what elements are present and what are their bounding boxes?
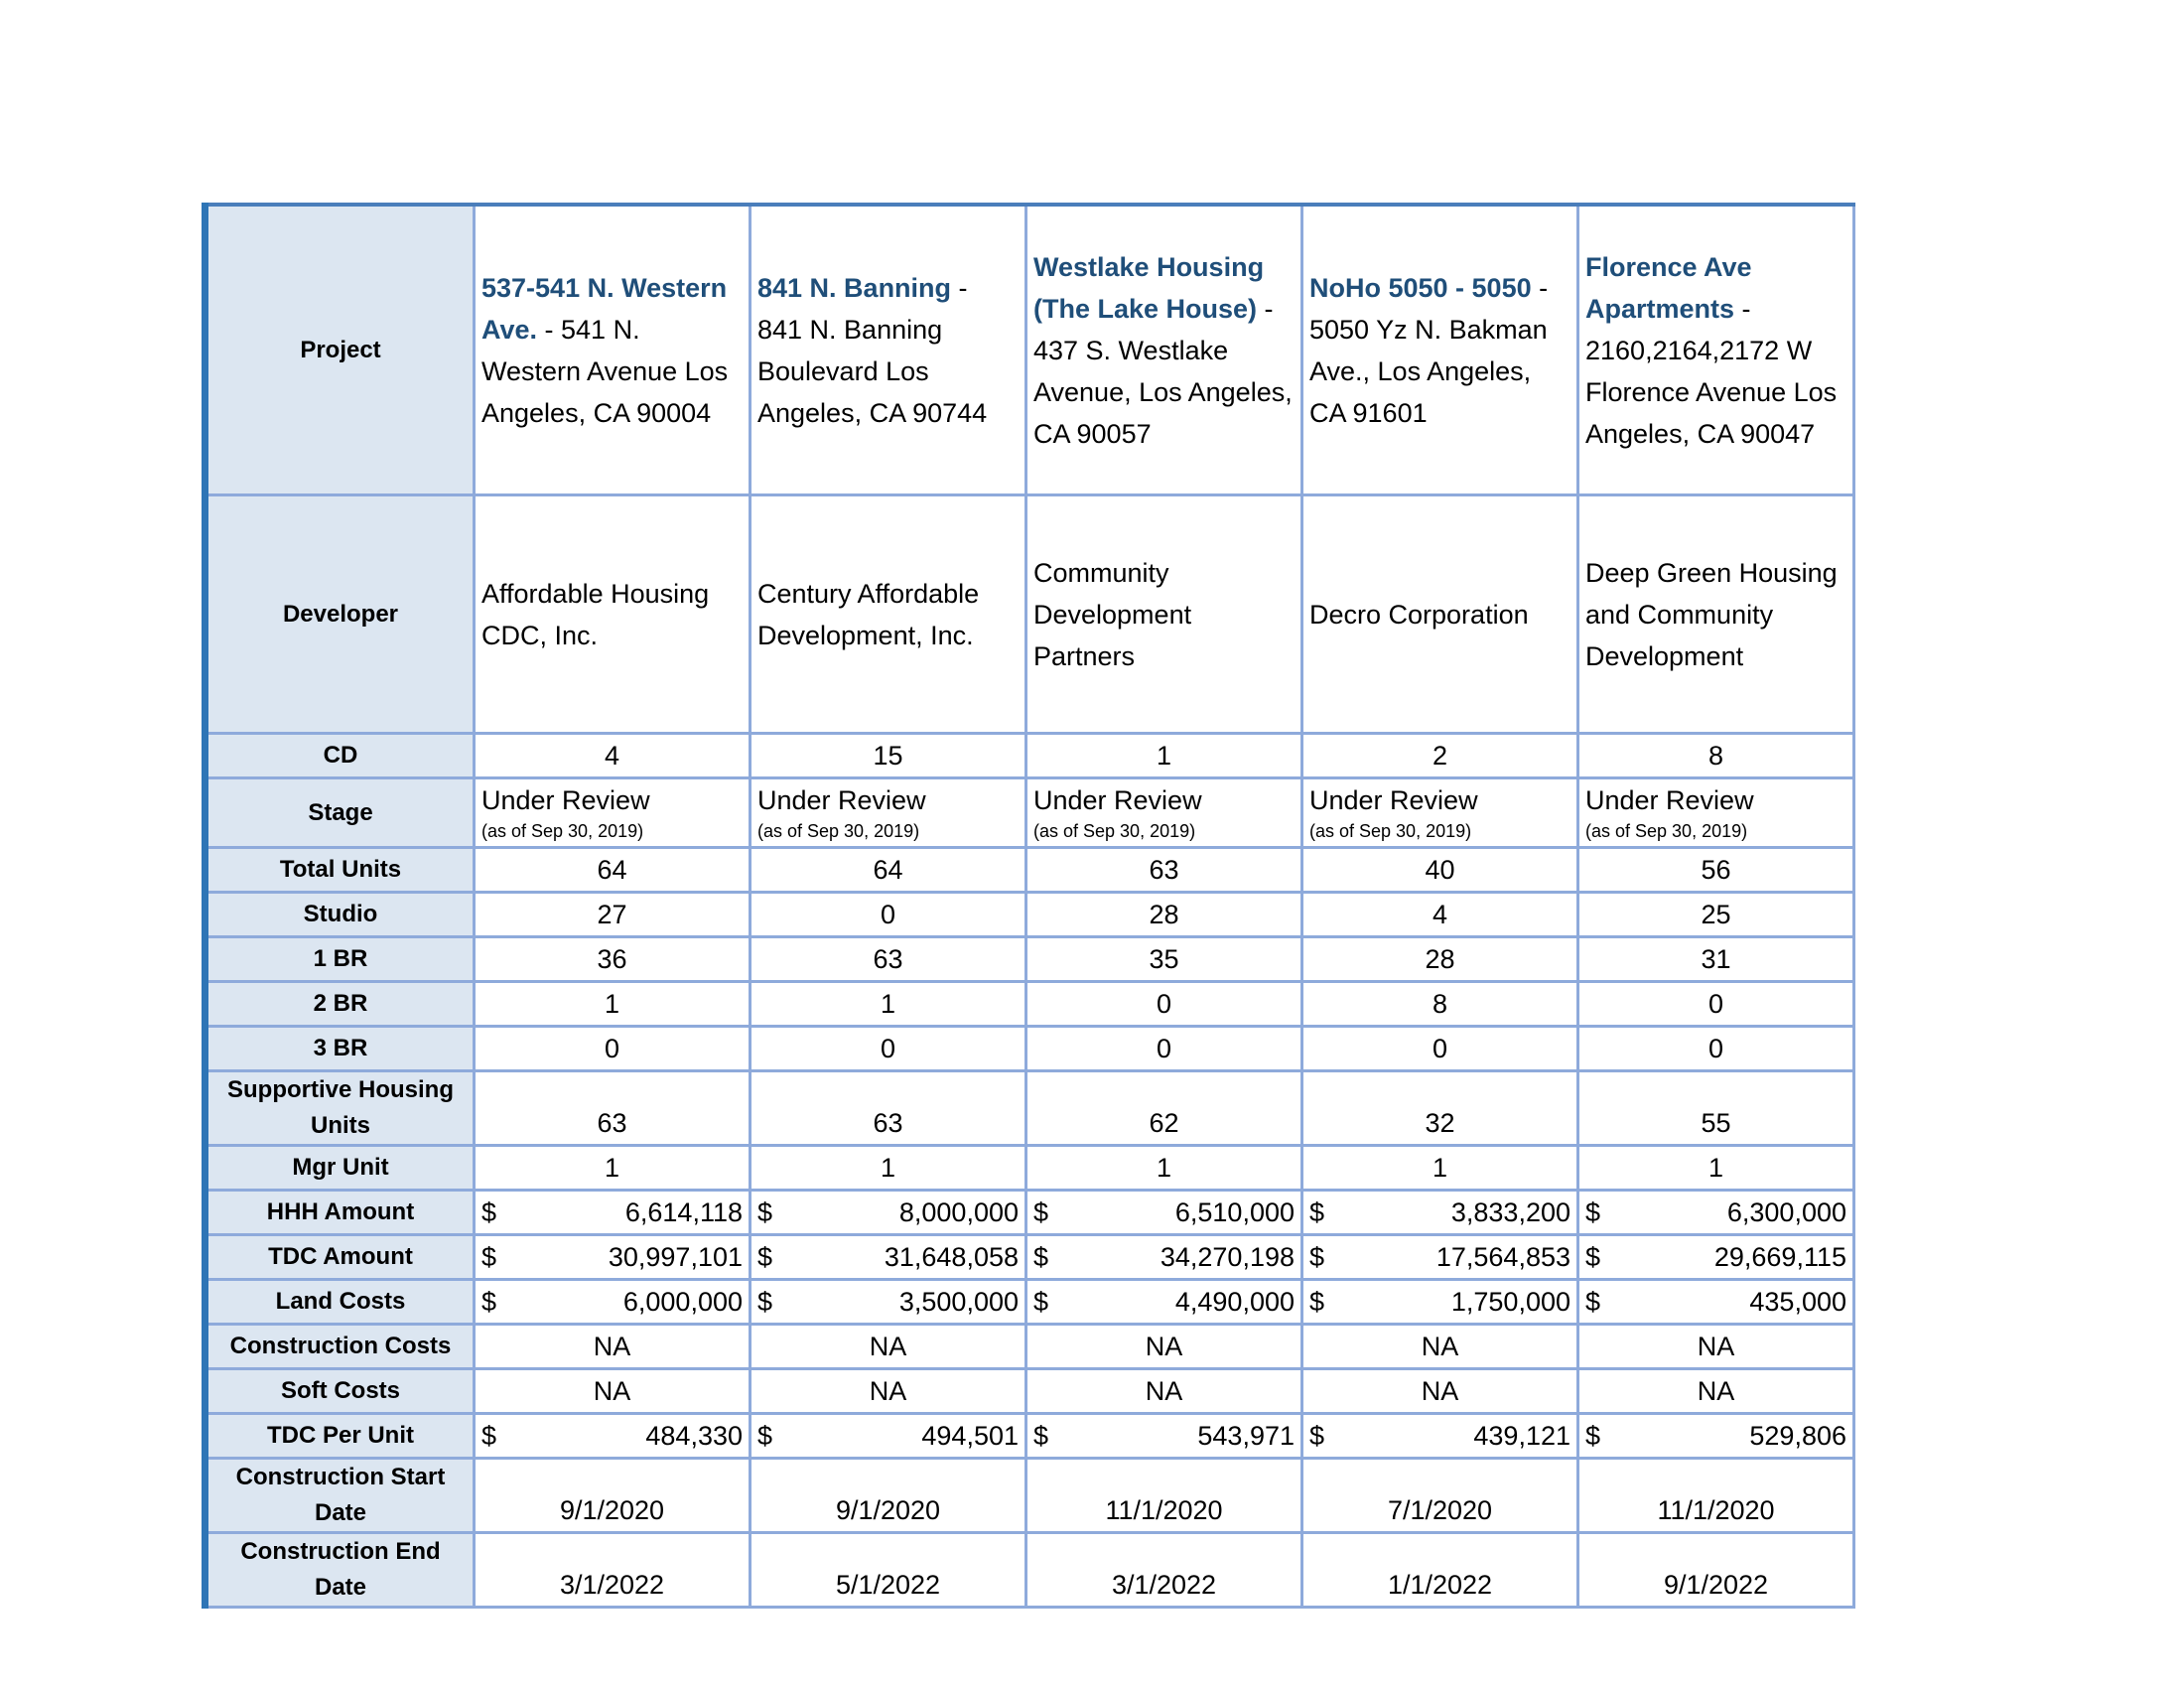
cell-total-units: 40 bbox=[1302, 848, 1578, 893]
currency-value bbox=[1309, 1236, 1570, 1278]
cell-construction: NA bbox=[475, 1325, 751, 1369]
row-label: Construction Start Date bbox=[205, 1459, 475, 1533]
currency-symbol: $ bbox=[757, 1287, 773, 1317]
cell-developer: Century Affordable Development, Inc. bbox=[751, 495, 1026, 734]
stage-date-note: (as of Sep 30, 2019) bbox=[1585, 820, 1748, 841]
table-row-studio bbox=[205, 893, 1854, 937]
currency-value bbox=[1033, 1281, 1295, 1323]
project-name-link[interactable]: Florence Ave Apartments bbox=[1585, 251, 1752, 324]
cell-land bbox=[751, 1280, 1026, 1325]
project-address: - 5050 Yz N. Bakman Ave., Los Angeles, CA 91601 bbox=[1309, 272, 1549, 428]
cell-developer: Decro Corporation bbox=[1302, 495, 1578, 734]
currency-symbol: $ bbox=[1033, 1287, 1049, 1317]
currency-value bbox=[1309, 1281, 1570, 1323]
cell-start: 11/1/2020 bbox=[1578, 1459, 1854, 1533]
currency-symbol: $ bbox=[1585, 1421, 1601, 1451]
cell-stage bbox=[751, 778, 1026, 848]
currency-symbol: $ bbox=[757, 1421, 773, 1451]
stage-date-note: (as of Sep 30, 2019) bbox=[757, 820, 920, 841]
row-label: TDC Per Unit bbox=[205, 1414, 475, 1459]
row-label: TDC Amount bbox=[205, 1235, 475, 1280]
project-address: - 841 N. Banning Boulevard Los Angeles, CA 90744 bbox=[757, 272, 988, 428]
cell-cd: 4 bbox=[475, 734, 751, 778]
cell-mgr: 1 bbox=[475, 1146, 751, 1191]
table-row-start bbox=[205, 1459, 1854, 1533]
currency-value bbox=[1033, 1236, 1295, 1278]
cell-cd: 2 bbox=[1302, 734, 1578, 778]
table-row-end bbox=[205, 1533, 1854, 1608]
cell-studio: 25 bbox=[1578, 893, 1854, 937]
cell-construction: NA bbox=[751, 1325, 1026, 1369]
currency-symbol: $ bbox=[1033, 1197, 1049, 1227]
cell-br3: 0 bbox=[1026, 1027, 1302, 1071]
cell-br3: 0 bbox=[475, 1027, 751, 1071]
cell-end: 3/1/2022 bbox=[1026, 1533, 1302, 1608]
table-row-developer bbox=[205, 495, 1854, 734]
cell-tdc bbox=[1026, 1235, 1302, 1280]
currency-value bbox=[481, 1281, 743, 1323]
cell-land bbox=[1578, 1280, 1854, 1325]
stage-status: Under Review bbox=[757, 784, 926, 815]
table-row-br2 bbox=[205, 982, 1854, 1027]
project-name-link[interactable]: 537-541 N. Western Ave. bbox=[481, 272, 728, 345]
amount: 529,806 bbox=[1749, 1421, 1846, 1451]
cell-end: 1/1/2022 bbox=[1302, 1533, 1578, 1608]
currency-value bbox=[1585, 1192, 1846, 1233]
cell-total-units: 56 bbox=[1578, 848, 1854, 893]
cell-studio: 28 bbox=[1026, 893, 1302, 937]
cell-mgr: 1 bbox=[1578, 1146, 1854, 1191]
cell-br1: 31 bbox=[1578, 937, 1854, 982]
currency-symbol: $ bbox=[481, 1287, 497, 1317]
cell-end: 5/1/2022 bbox=[751, 1533, 1026, 1608]
cell-end: 3/1/2022 bbox=[475, 1533, 751, 1608]
cell-supportive: 62 bbox=[1026, 1071, 1302, 1146]
cell-project bbox=[1302, 205, 1578, 495]
project-address: - 437 S. Westlake Avenue, Los Angeles, CA 90057 bbox=[1033, 293, 1293, 449]
amount: 29,669,115 bbox=[1713, 1242, 1846, 1272]
table-row-tdc-per-unit bbox=[205, 1414, 1854, 1459]
cell-br1: 63 bbox=[751, 937, 1026, 982]
table-row-stage bbox=[205, 778, 1854, 848]
row-label: Supportive Housing Units bbox=[205, 1071, 475, 1146]
cell-cd: 8 bbox=[1578, 734, 1854, 778]
amount: 6,614,118 bbox=[624, 1197, 743, 1227]
amount: 494,501 bbox=[921, 1421, 1019, 1451]
table-row-land bbox=[205, 1280, 1854, 1325]
cell-hhh bbox=[1578, 1191, 1854, 1235]
cell-tdc bbox=[1302, 1235, 1578, 1280]
cell-project bbox=[1578, 205, 1854, 495]
cell-mgr: 1 bbox=[1302, 1146, 1578, 1191]
currency-value bbox=[481, 1236, 743, 1278]
cell-studio: 4 bbox=[1302, 893, 1578, 937]
cell-start: 11/1/2020 bbox=[1026, 1459, 1302, 1533]
currency-value bbox=[1309, 1415, 1570, 1457]
currency-symbol: $ bbox=[1585, 1197, 1601, 1227]
currency-value bbox=[757, 1281, 1019, 1323]
cell-br3: 0 bbox=[1578, 1027, 1854, 1071]
stage-date-note: (as of Sep 30, 2019) bbox=[1033, 820, 1196, 841]
cell-stage bbox=[1026, 778, 1302, 848]
cell-construction: NA bbox=[1578, 1325, 1854, 1369]
row-label: HHH Amount bbox=[205, 1191, 475, 1235]
cell-tdc-per-unit bbox=[751, 1414, 1026, 1459]
stage-status: Under Review bbox=[1033, 784, 1202, 815]
currency-symbol: $ bbox=[1309, 1242, 1325, 1272]
table-row-br1 bbox=[205, 937, 1854, 982]
stage-status: Under Review bbox=[481, 784, 650, 815]
cell-mgr: 1 bbox=[751, 1146, 1026, 1191]
amount: 3,500,000 bbox=[898, 1287, 1019, 1317]
cell-total-units: 64 bbox=[475, 848, 751, 893]
row-label: CD bbox=[205, 734, 475, 778]
amount: 30,997,101 bbox=[608, 1242, 743, 1272]
currency-symbol: $ bbox=[1309, 1197, 1325, 1227]
cell-br3: 0 bbox=[1302, 1027, 1578, 1071]
cell-supportive: 63 bbox=[475, 1071, 751, 1146]
cell-hhh bbox=[475, 1191, 751, 1235]
cell-soft: NA bbox=[751, 1369, 1026, 1414]
stage-status: Under Review bbox=[1585, 784, 1754, 815]
row-label: Mgr Unit bbox=[205, 1146, 475, 1191]
cell-tdc bbox=[475, 1235, 751, 1280]
amount: 17,564,853 bbox=[1435, 1242, 1570, 1272]
amount: 543,971 bbox=[1197, 1421, 1295, 1451]
row-label: Stage bbox=[205, 778, 475, 848]
cell-br1: 35 bbox=[1026, 937, 1302, 982]
currency-value bbox=[481, 1192, 743, 1233]
cell-br2: 0 bbox=[1026, 982, 1302, 1027]
currency-value bbox=[1309, 1192, 1570, 1233]
cell-developer: Deep Green Housing and Community Development bbox=[1578, 495, 1854, 734]
row-label: 1 BR bbox=[205, 937, 475, 982]
cell-soft: NA bbox=[1578, 1369, 1854, 1414]
row-label: Land Costs bbox=[205, 1280, 475, 1325]
amount: 4,490,000 bbox=[1174, 1287, 1295, 1317]
project-name-link[interactable]: NoHo 5050 - 5050 bbox=[1309, 272, 1532, 303]
currency-symbol: $ bbox=[481, 1242, 497, 1272]
row-label: Project bbox=[205, 205, 475, 495]
cell-cd: 1 bbox=[1026, 734, 1302, 778]
currency-value bbox=[757, 1192, 1019, 1233]
table-row-construction bbox=[205, 1325, 1854, 1369]
amount: 435,000 bbox=[1749, 1287, 1846, 1317]
currency-value bbox=[1585, 1236, 1846, 1278]
cell-tdc-per-unit bbox=[1302, 1414, 1578, 1459]
cell-hhh bbox=[1302, 1191, 1578, 1235]
currency-value bbox=[481, 1415, 743, 1457]
currency-value bbox=[1033, 1415, 1295, 1457]
stage-status: Under Review bbox=[1309, 784, 1478, 815]
amount: 6,300,000 bbox=[1726, 1197, 1846, 1227]
row-label: Total Units bbox=[205, 848, 475, 893]
currency-symbol: $ bbox=[1033, 1421, 1049, 1451]
row-label: Construction End Date bbox=[205, 1533, 475, 1608]
amount: 1,750,000 bbox=[1450, 1287, 1570, 1317]
currency-symbol: $ bbox=[481, 1197, 497, 1227]
cell-developer: Affordable Housing CDC, Inc. bbox=[475, 495, 751, 734]
cell-total-units: 64 bbox=[751, 848, 1026, 893]
cell-tdc-per-unit bbox=[1578, 1414, 1854, 1459]
amount: 8,000,000 bbox=[898, 1197, 1019, 1227]
table-row-project bbox=[205, 205, 1854, 495]
currency-symbol: $ bbox=[1309, 1421, 1325, 1451]
cell-soft: NA bbox=[475, 1369, 751, 1414]
cell-br2: 1 bbox=[751, 982, 1026, 1027]
cell-soft: NA bbox=[1302, 1369, 1578, 1414]
cell-project bbox=[475, 205, 751, 495]
amount: 34,270,198 bbox=[1160, 1242, 1295, 1272]
cell-cd: 15 bbox=[751, 734, 1026, 778]
amount: 439,121 bbox=[1473, 1421, 1570, 1451]
cell-supportive: 32 bbox=[1302, 1071, 1578, 1146]
cell-construction: NA bbox=[1026, 1325, 1302, 1369]
currency-value bbox=[757, 1415, 1019, 1457]
cell-project bbox=[1026, 205, 1302, 495]
currency-symbol: $ bbox=[1585, 1287, 1601, 1317]
cell-stage bbox=[475, 778, 751, 848]
cell-end: 9/1/2022 bbox=[1578, 1533, 1854, 1608]
cell-tdc bbox=[751, 1235, 1026, 1280]
cell-supportive: 55 bbox=[1578, 1071, 1854, 1146]
cell-br1: 28 bbox=[1302, 937, 1578, 982]
table-row-soft bbox=[205, 1369, 1854, 1414]
cell-stage bbox=[1302, 778, 1578, 848]
row-label: Construction Costs bbox=[205, 1325, 475, 1369]
currency-symbol: $ bbox=[1033, 1242, 1049, 1272]
stage-date-note: (as of Sep 30, 2019) bbox=[1309, 820, 1472, 841]
stage-date-note: (as of Sep 30, 2019) bbox=[481, 820, 644, 841]
currency-value bbox=[1585, 1415, 1846, 1457]
currency-value bbox=[1033, 1192, 1295, 1233]
row-label: 2 BR bbox=[205, 982, 475, 1027]
cell-total-units: 63 bbox=[1026, 848, 1302, 893]
cell-hhh bbox=[751, 1191, 1026, 1235]
cell-tdc bbox=[1578, 1235, 1854, 1280]
cell-studio: 0 bbox=[751, 893, 1026, 937]
amount: 484,330 bbox=[645, 1421, 743, 1451]
cell-studio: 27 bbox=[475, 893, 751, 937]
table-row-hhh bbox=[205, 1191, 1854, 1235]
amount: 31,648,058 bbox=[884, 1242, 1019, 1272]
row-label: Studio bbox=[205, 893, 475, 937]
cell-developer: Community Development Partners bbox=[1026, 495, 1302, 734]
housing-projects-table bbox=[202, 203, 1855, 1609]
cell-stage bbox=[1578, 778, 1854, 848]
currency-symbol: $ bbox=[481, 1421, 497, 1451]
cell-tdc-per-unit bbox=[475, 1414, 751, 1459]
currency-symbol: $ bbox=[1585, 1242, 1601, 1272]
cell-construction: NA bbox=[1302, 1325, 1578, 1369]
cell-land bbox=[1026, 1280, 1302, 1325]
table-row-tdc bbox=[205, 1235, 1854, 1280]
cell-start: 7/1/2020 bbox=[1302, 1459, 1578, 1533]
amount: 3,833,200 bbox=[1450, 1197, 1570, 1227]
currency-value bbox=[1585, 1281, 1846, 1323]
cell-soft: NA bbox=[1026, 1369, 1302, 1414]
table-row-br3 bbox=[205, 1027, 1854, 1071]
table-row-cd bbox=[205, 734, 1854, 778]
table-row-supportive bbox=[205, 1071, 1854, 1146]
cell-br2: 0 bbox=[1578, 982, 1854, 1027]
cell-br1: 36 bbox=[475, 937, 751, 982]
amount: 6,510,000 bbox=[1174, 1197, 1295, 1227]
project-address: - 541 N. Western Avenue Los Angeles, CA 90004 bbox=[481, 314, 729, 428]
project-address: - 2160,2164,2172 W Florence Avenue Los Angeles, CA 90047 bbox=[1585, 293, 1838, 449]
cell-br2: 1 bbox=[475, 982, 751, 1027]
cell-project bbox=[751, 205, 1026, 495]
row-label: Developer bbox=[205, 495, 475, 734]
cell-mgr: 1 bbox=[1026, 1146, 1302, 1191]
cell-start: 9/1/2020 bbox=[751, 1459, 1026, 1533]
cell-start: 9/1/2020 bbox=[475, 1459, 751, 1533]
amount: 6,000,000 bbox=[622, 1287, 743, 1317]
cell-br2: 8 bbox=[1302, 982, 1578, 1027]
cell-supportive: 63 bbox=[751, 1071, 1026, 1146]
table-row-total-units bbox=[205, 848, 1854, 893]
currency-symbol: $ bbox=[757, 1242, 773, 1272]
project-name-link[interactable]: Westlake Housing (The Lake House) bbox=[1033, 251, 1265, 324]
currency-symbol: $ bbox=[757, 1197, 773, 1227]
currency-value bbox=[757, 1236, 1019, 1278]
currency-symbol: $ bbox=[1309, 1287, 1325, 1317]
cell-br3: 0 bbox=[751, 1027, 1026, 1071]
project-name-link[interactable]: 841 N. Banning bbox=[757, 272, 952, 303]
table-row-mgr bbox=[205, 1146, 1854, 1191]
row-label: Soft Costs bbox=[205, 1369, 475, 1414]
cell-land bbox=[1302, 1280, 1578, 1325]
cell-land bbox=[475, 1280, 751, 1325]
cell-hhh bbox=[1026, 1191, 1302, 1235]
cell-tdc-per-unit bbox=[1026, 1414, 1302, 1459]
row-label: 3 BR bbox=[205, 1027, 475, 1071]
